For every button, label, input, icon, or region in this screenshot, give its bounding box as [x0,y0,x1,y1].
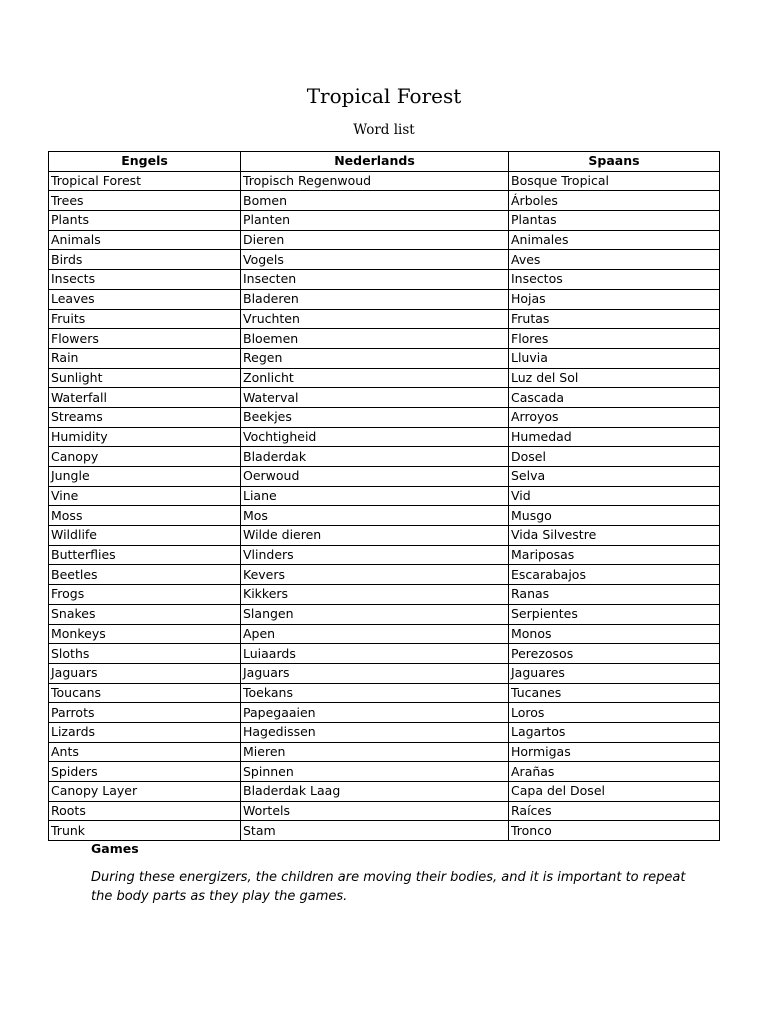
table-row [49,447,720,467]
cell-nederlands: Luiaards [241,644,509,664]
cell-nederlands: Slangen [241,604,509,624]
cell-spaans: Ranas [509,585,720,605]
table-row [49,762,720,782]
table-row [49,644,720,664]
cell-spaans: Lluvia [509,348,720,368]
table-row [49,467,720,487]
cell-spaans: Animales [509,230,720,250]
cell-spaans: Tronco [509,821,720,841]
cell-spaans: Aves [509,250,720,270]
games-heading: Games [91,841,139,856]
table-row [49,624,720,644]
page-subtitle: Word list [353,122,415,138]
cell-nederlands: Tropisch Regenwoud [241,171,509,191]
cell-engels: Spiders [49,762,241,782]
cell-engels: Vine [49,486,241,506]
cell-spaans: Humedad [509,427,720,447]
cell-nederlands: Hagedissen [241,722,509,742]
cell-engels: Trees [49,191,241,211]
table-row [49,427,720,447]
table-row [49,683,720,703]
table-row [49,388,720,408]
cell-nederlands: Stam [241,821,509,841]
table-row [49,821,720,841]
cell-engels: Rain [49,348,241,368]
table-row [49,663,720,683]
cell-engels: Monkeys [49,624,241,644]
column-header-spaans: Spaans [509,152,720,172]
cell-nederlands: Vogels [241,250,509,270]
cell-nederlands: Jaguars [241,663,509,683]
table-row [49,486,720,506]
table-row [49,722,720,742]
cell-spaans: Hojas [509,289,720,309]
cell-engels: Moss [49,506,241,526]
cell-nederlands: Vochtigheid [241,427,509,447]
table-row [49,801,720,821]
cell-engels: Butterflies [49,545,241,565]
table-row [49,250,720,270]
cell-spaans: Mariposas [509,545,720,565]
table-row [49,407,720,427]
cell-engels: Roots [49,801,241,821]
cell-spaans: Perezosos [509,644,720,664]
table-row [49,230,720,250]
table-row [49,171,720,191]
cell-engels: Flowers [49,329,241,349]
cell-spaans: Flores [509,329,720,349]
cell-nederlands: Bladerdak [241,447,509,467]
cell-nederlands: Mieren [241,742,509,762]
cell-nederlands: Bloemen [241,329,509,349]
cell-spaans: Raíces [509,801,720,821]
table-row [49,309,720,329]
cell-engels: Trunk [49,821,241,841]
cell-spaans: Vid [509,486,720,506]
table-row [49,348,720,368]
cell-nederlands: Vlinders [241,545,509,565]
cell-engels: Jaguars [49,663,241,683]
cell-spaans: Capa del Dosel [509,782,720,802]
cell-spaans: Tucanes [509,683,720,703]
cell-spaans: Arroyos [509,407,720,427]
cell-nederlands: Bomen [241,191,509,211]
cell-spaans: Lagartos [509,722,720,742]
cell-nederlands: Wortels [241,801,509,821]
column-header-engels: Engels [49,152,241,172]
cell-nederlands: Oerwoud [241,467,509,487]
column-header-nederlands: Nederlands [241,152,509,172]
cell-nederlands: Zonlicht [241,368,509,388]
cell-nederlands: Wilde dieren [241,526,509,546]
table-body [49,171,720,840]
cell-nederlands: Planten [241,211,509,231]
cell-spaans: Árboles [509,191,720,211]
cell-nederlands: Bladeren [241,289,509,309]
cell-spaans: Monos [509,624,720,644]
table-row [49,526,720,546]
cell-engels: Birds [49,250,241,270]
cell-nederlands: Regen [241,348,509,368]
table-row [49,703,720,723]
table-row [49,742,720,762]
cell-nederlands: Waterval [241,388,509,408]
cell-engels: Frogs [49,585,241,605]
cell-engels: Plants [49,211,241,231]
table-row [49,565,720,585]
cell-engels: Canopy [49,447,241,467]
cell-nederlands: Toekans [241,683,509,703]
cell-nederlands: Insecten [241,270,509,290]
table-row [49,329,720,349]
cell-spaans: Vida Silvestre [509,526,720,546]
table-row [49,211,720,231]
cell-engels: Insects [49,270,241,290]
cell-engels: Canopy Layer [49,782,241,802]
cell-engels: Ants [49,742,241,762]
cell-engels: Sunlight [49,368,241,388]
table-row [49,585,720,605]
word-list-table [48,151,720,841]
cell-nederlands: Vruchten [241,309,509,329]
cell-engels: Streams [49,407,241,427]
cell-engels: Fruits [49,309,241,329]
cell-spaans: Plantas [509,211,720,231]
cell-spaans: Loros [509,703,720,723]
table-row [49,506,720,526]
cell-spaans: Dosel [509,447,720,467]
cell-spaans: Frutas [509,309,720,329]
cell-nederlands: Beekjes [241,407,509,427]
cell-nederlands: Apen [241,624,509,644]
cell-engels: Lizards [49,722,241,742]
cell-engels: Humidity [49,427,241,447]
cell-engels: Sloths [49,644,241,664]
cell-spaans: Luz del Sol [509,368,720,388]
cell-engels: Leaves [49,289,241,309]
table-row [49,782,720,802]
table-row [49,545,720,565]
cell-spaans: Arañas [509,762,720,782]
cell-nederlands: Spinnen [241,762,509,782]
cell-nederlands: Dieren [241,230,509,250]
cell-spaans: Selva [509,467,720,487]
cell-nederlands: Kevers [241,565,509,585]
cell-engels: Tropical Forest [49,171,241,191]
table-row [49,289,720,309]
cell-engels: Animals [49,230,241,250]
cell-engels: Toucans [49,683,241,703]
table-header-row [49,152,720,172]
cell-engels: Waterfall [49,388,241,408]
table-row [49,604,720,624]
page-title: Tropical Forest [306,84,462,108]
cell-spaans: Insectos [509,270,720,290]
cell-engels: Wildlife [49,526,241,546]
games-description: During these energizers, the children are moving their bodies, and it is important to repeat the body parts as they play the games. [91,870,686,904]
table-row [49,368,720,388]
cell-nederlands: Bladerdak Laag [241,782,509,802]
table-row [49,270,720,290]
cell-spaans: Escarabajos [509,565,720,585]
cell-spaans: Hormigas [509,742,720,762]
cell-nederlands: Mos [241,506,509,526]
cell-engels: Parrots [49,703,241,723]
cell-engels: Beetles [49,565,241,585]
cell-spaans: Musgo [509,506,720,526]
cell-nederlands: Kikkers [241,585,509,605]
cell-nederlands: Liane [241,486,509,506]
cell-spaans: Serpientes [509,604,720,624]
cell-spaans: Cascada [509,388,720,408]
cell-engels: Jungle [49,467,241,487]
cell-spaans: Bosque Tropical [509,171,720,191]
cell-nederlands: Papegaaien [241,703,509,723]
table-row [49,191,720,211]
cell-spaans: Jaguares [509,663,720,683]
cell-engels: Snakes [49,604,241,624]
